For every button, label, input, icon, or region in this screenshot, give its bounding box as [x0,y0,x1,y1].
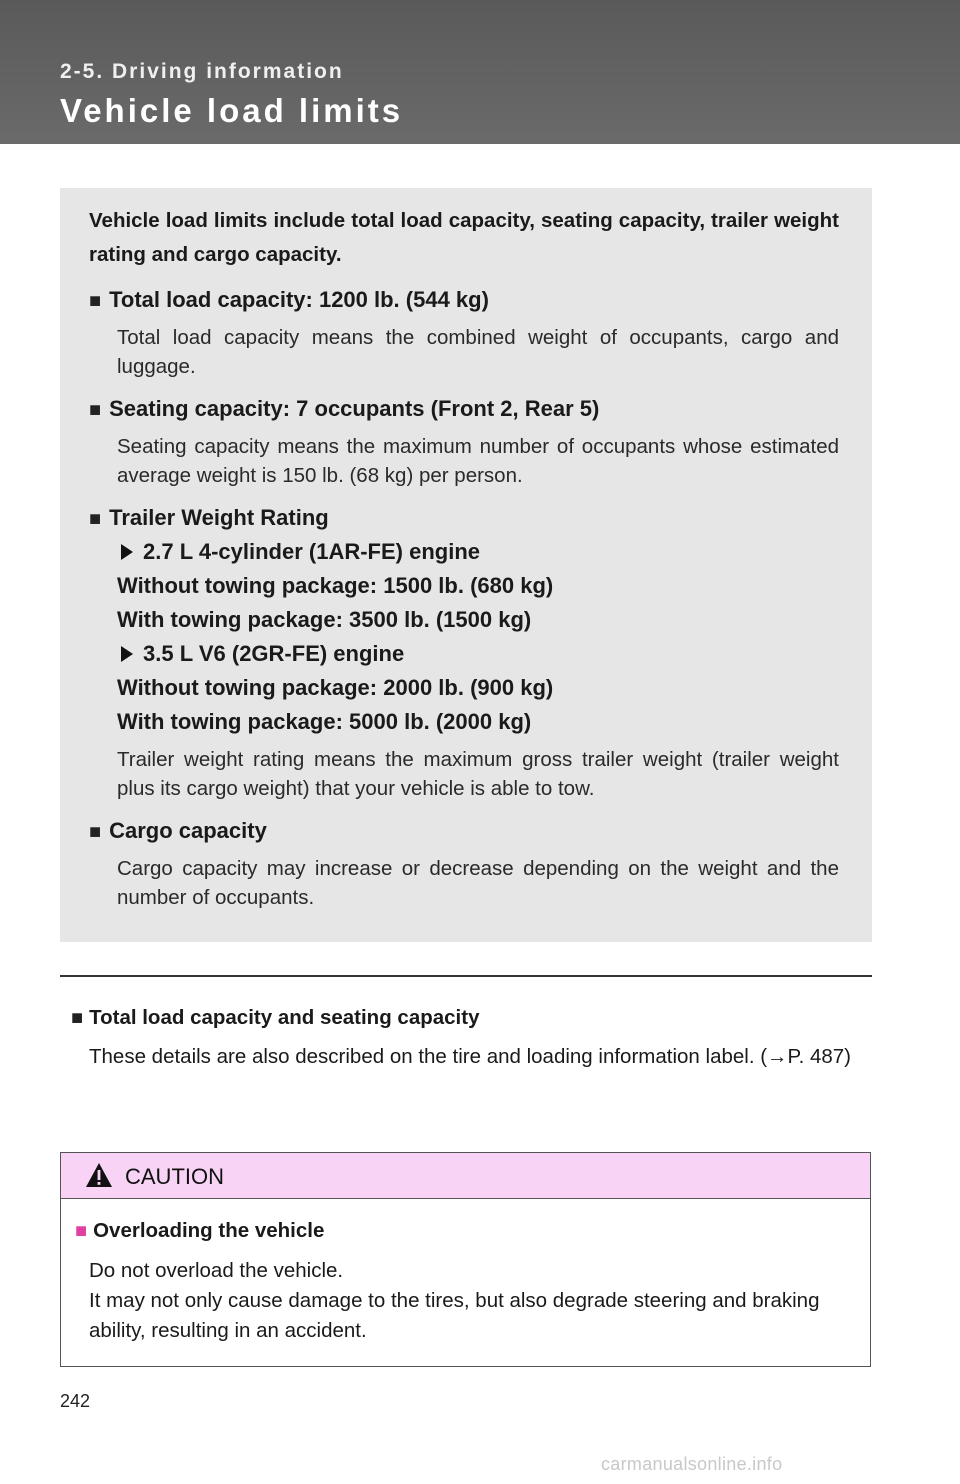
triangle-arrow-icon [121,544,133,560]
section-label: 2-5. Driving information [60,60,344,83]
summary-intro: Vehicle load limits include total load capacity, seating capacity, trailer weight rating and cargo capacity. [89,209,839,266]
caution-heading: ■ Overloading the vehicle [75,1219,325,1242]
trailer-weight-heading: ■ Trailer Weight Rating [89,505,329,530]
page-title: Vehicle load limits [60,92,404,129]
square-bullet-icon: ■ [75,1220,88,1242]
caution-line: It may not only cause damage to the tires, but also degrade steering and braking ability, resulting in an accident. [89,1289,820,1342]
engine-line: 3.5 L V6 (2GR-FE) engine [117,637,404,671]
seating-capacity-description: Seating capacity means the maximum number of occupants whose estimated average weight is 150 lb. (68 kg) per person. [117,435,839,487]
note-heading: ■ Total load capacity and seating capacity [71,1006,480,1029]
cargo-capacity-heading: ■ Cargo capacity [89,818,267,843]
note-body: These details are also described on the tire and loading information label. (→P. 487) [89,1045,851,1068]
section-divider [60,975,872,977]
warning-triangle-icon [85,1162,113,1188]
square-bullet-icon: ■ [89,508,102,530]
watermark: carmanualsonline.info [601,1454,783,1474]
square-bullet-icon: ■ [71,1007,84,1029]
square-bullet-icon: ■ [89,821,102,843]
towing-spec-line: Without towing package: 2000 lb. (900 kg) [117,675,554,700]
towing-spec-line: Without towing package: 1500 lb. (680 kg) [117,573,554,598]
caution-header [61,1153,870,1199]
towing-spec-line: With towing package: 3500 lb. (1500 kg) [117,607,532,632]
caution-line: Do not overload the vehicle. [89,1259,344,1282]
total-load-description: Total load capacity means the combined weight of occupants, cargo and luggage. [117,326,839,378]
triangle-arrow-icon [121,646,133,662]
caution-label: CAUTION [125,1164,224,1189]
seating-capacity-heading: ■ Seating capacity: 7 occupants (Front 2, Rear 5) [89,396,600,421]
engine-line: 2.7 L 4-cylinder (1AR-FE) engine [117,535,480,569]
caution-body [89,1256,869,1346]
page-number: 242 [60,1391,91,1411]
cargo-capacity-description: Cargo capacity may increase or decrease depending on the weight and the number of occupants. [117,857,839,909]
trailer-weight-description: Trailer weight rating means the maximum gross trailer weight (trailer weight plus its cargo weight) that your vehicle is able to tow. [117,748,839,800]
square-bullet-icon: ■ [89,290,102,312]
towing-spec-line: With towing package: 5000 lb. (2000 kg) [117,709,532,734]
total-load-heading: ■ Total load capacity: 1200 lb. (544 kg) [89,287,489,312]
square-bullet-icon: ■ [89,399,102,421]
